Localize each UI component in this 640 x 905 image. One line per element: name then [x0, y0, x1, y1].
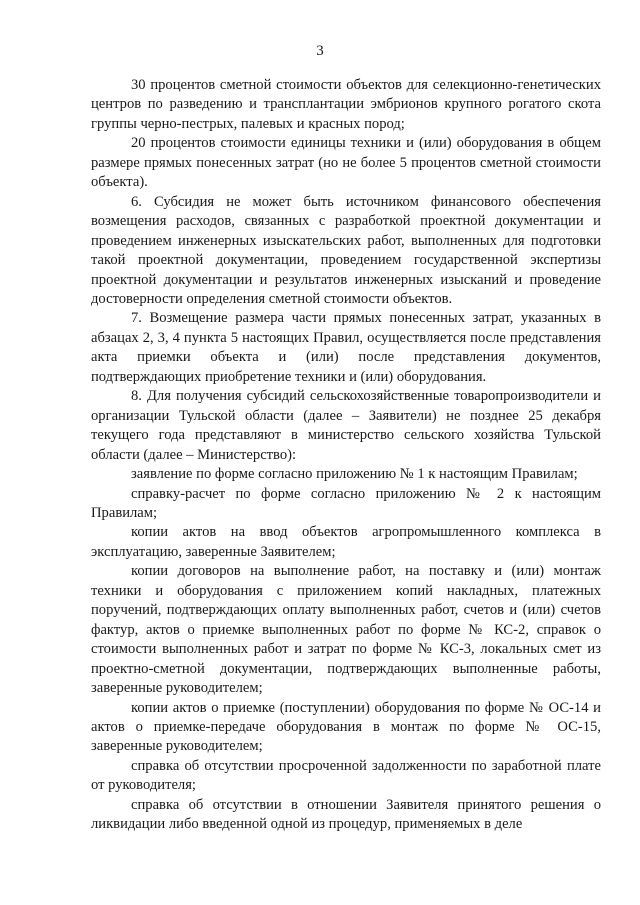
list-item-application: заявление по форме согласно приложению № 1 к настоящим Правилам; — [131, 466, 578, 483]
paragraph-selection-centers-rate: 30 процентов сметной стоимости объектов для селекционно-генетических центров по разведению и трансплантации эмбрионов крупного рогатого скота группы черно-пестрых, палевых и красных пород; — [91, 77, 601, 132]
paragraph-equipment-rate: 20 процентов стоимости единицы техники и (или) оборудования в общем размере прямых понесенных затрат (но не более 5 процентов сметной стоимости объекта). — [91, 135, 601, 191]
list-item-contract-copies: копии договоров на выполнение работ, на поставку и (или) монтаж техники и оборудования с приложением копий накладных, платежных поручений, подтверждающих оплату выполненных работ, счетов и (или) счетов фактур, актов о приемке выполненных работ по форме № КС-2, справок о стоимости выполненных работ и затрат по форме № КС-3, локальных смет из проектно-сметной документации, подтверждающих выполненные работы, заверенные руководителем; — [91, 563, 601, 697]
list-item-salary-debt-certificate: справка об отсутствии просроченной задолженности по заработной плате от руководителя; — [91, 757, 601, 794]
paragraph-clause-6: 6. Субсидия не может быть источником финансового обеспечения возмещения расходов, связанных с разработкой проектной документации и проведением инженерных изыскательских работ, выполненных для подготовки такой проектной документации, проведением государственной экспертизы проектной документации и результатов инженерных изысканий и проведение достоверности определения сметной стоимости объектов. — [91, 193, 601, 307]
list-item-liquidation-certificate: справка об отсутствии в отношении Заявителя принятого решения о ликвидации либо введенной одной из процедур, применяемых в деле — [91, 796, 601, 833]
page-number: 3 — [316, 43, 324, 59]
document-body — [91, 76, 601, 835]
list-item-commissioning-acts: копии актов на ввод объектов агропромышленного комплекса в эксплуатацию, заверенные Заявителем; — [91, 524, 601, 560]
paragraph-clause-8: 8. Для получения субсидий сельскохозяйственные товаропроизводители и организации Тульской области (далее – Заявители) не позднее 25 декабря текущего года представляют в министерство сельского хозяйства Тульской области (далее – Министерство): — [91, 388, 601, 463]
paragraph-clause-7: 7. Возмещение размера части прямых понесенных затрат, указанных в абзацах 2, 3, 4 пункта 5 настоящих Правил, осуществляется после представления акта приемки объекта и (или) после представления документов, подтверждающих приобретение техники и (или) оборудования. — [91, 310, 601, 385]
list-item-equipment-acts: копии актов о приемке (поступлении) оборудования по форме № ОС-14 и актов о приемке-передаче оборудования в монтаж по форме № ОС-15, заверенные руководителем; — [91, 699, 601, 755]
list-item-calculation-certificate: справку-расчет по форме согласно приложению № 2 к настоящим Правилам; — [91, 485, 601, 521]
